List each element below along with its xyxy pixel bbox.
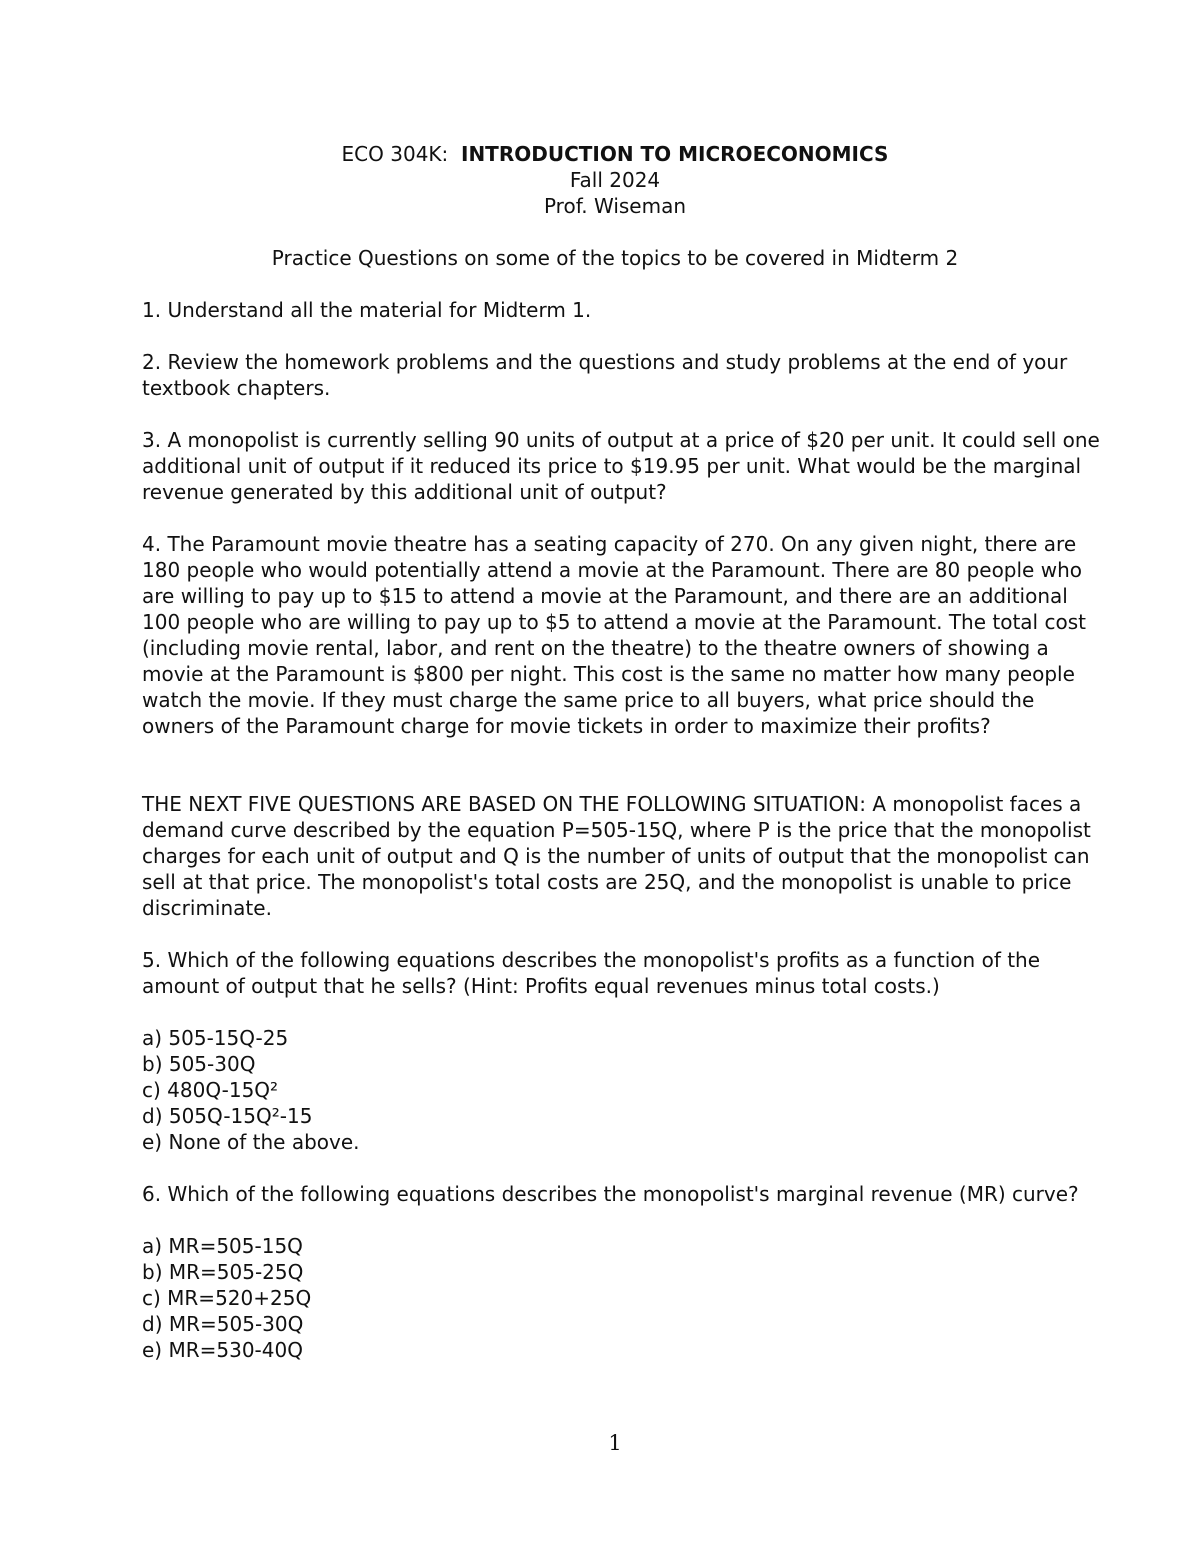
term: Fall 2024 xyxy=(569,168,661,192)
question-6-options xyxy=(142,1233,1100,1363)
page-number: 1 xyxy=(608,1431,622,1455)
q5-option-e: e) None of the above. xyxy=(142,1130,360,1154)
course-title: INTRODUCTION TO MICROECONOMICS xyxy=(461,142,889,166)
q6-option-e: e) MR=530-40Q xyxy=(142,1338,303,1362)
q6-option-d: d) MR=505-30Q xyxy=(142,1312,304,1336)
spacer xyxy=(142,765,1100,791)
question-6: 6. Which of the following equations describes the monopolist's marginal revenue (MR) curve? xyxy=(142,1182,1079,1206)
document-header xyxy=(0,141,1200,271)
question-4: 4. The Paramount movie theatre has a seating capacity of 270. On any given night, there are 180 people who would potentially attend a movie at the Paramount. There are 80 people who are willing to pay up to $15 to attend a movie at the Paramount, and there are an additional 100 people who are willing to pay up to $5 to attend a movie at the Paramount. The total cost (including movie rental, labor, and rent on the theatre) to the theatre owners of showing a movie at the Paramount is $800 per night. This cost is the same no matter how many people watch the movie. If they must charge the same price to all buyers, what price should the owners of the Paramount charge for movie tickets in order to maximize their profits? xyxy=(142,532,1086,738)
q5-option-a: a) 505-15Q-25 xyxy=(142,1026,289,1050)
q5-option-b: b) 505-30Q xyxy=(142,1052,256,1076)
q5-option-c: c) 480Q-15Q² xyxy=(142,1078,279,1102)
question-2: 2. Review the homework problems and the questions and study problems at the end of your textbook chapters. xyxy=(142,350,1068,400)
question-5-options xyxy=(142,1025,1100,1155)
situation-text: THE NEXT FIVE QUESTIONS ARE BASED ON THE FOLLOWING SITUATION: A monopolist faces a demand curve described by the equation P=505-15Q, where P is the price that the monopolist charges for each unit of output and Q is the number of units of output that the monopolist can sell at that price. The monopolist's total costs are 25Q, and the monopolist is unable to price discriminate. xyxy=(142,792,1091,920)
professor: Prof. Wiseman xyxy=(543,194,687,218)
q5-option-d: d) 505Q-15Q²-15 xyxy=(142,1104,313,1128)
question-1: 1. Understand all the material for Midterm 1. xyxy=(142,298,592,322)
question-5: 5. Which of the following equations describes the monopolist's profits as a function of the amount of output that he sells? (Hint: Profits equal revenues minus total costs.) xyxy=(142,948,1041,998)
document-body xyxy=(142,141,1100,1389)
course-code: ECO 304K: xyxy=(341,142,449,166)
course-heading xyxy=(0,141,1200,167)
q6-option-c: c) MR=520+25Q xyxy=(142,1286,312,1310)
q6-option-b: b) MR=505-25Q xyxy=(142,1260,304,1284)
question-3: 3. A monopolist is currently selling 90 units of output at a price of $20 per unit. It could sell one additional unit of output if it reduced its price to $19.95 per unit. What would be the marginal revenue generated by this additional unit of output? xyxy=(142,428,1100,504)
q6-option-a: a) MR=505-15Q xyxy=(142,1234,303,1258)
subtitle: Practice Questions on some of the topics to be covered in Midterm 2 xyxy=(271,246,959,270)
